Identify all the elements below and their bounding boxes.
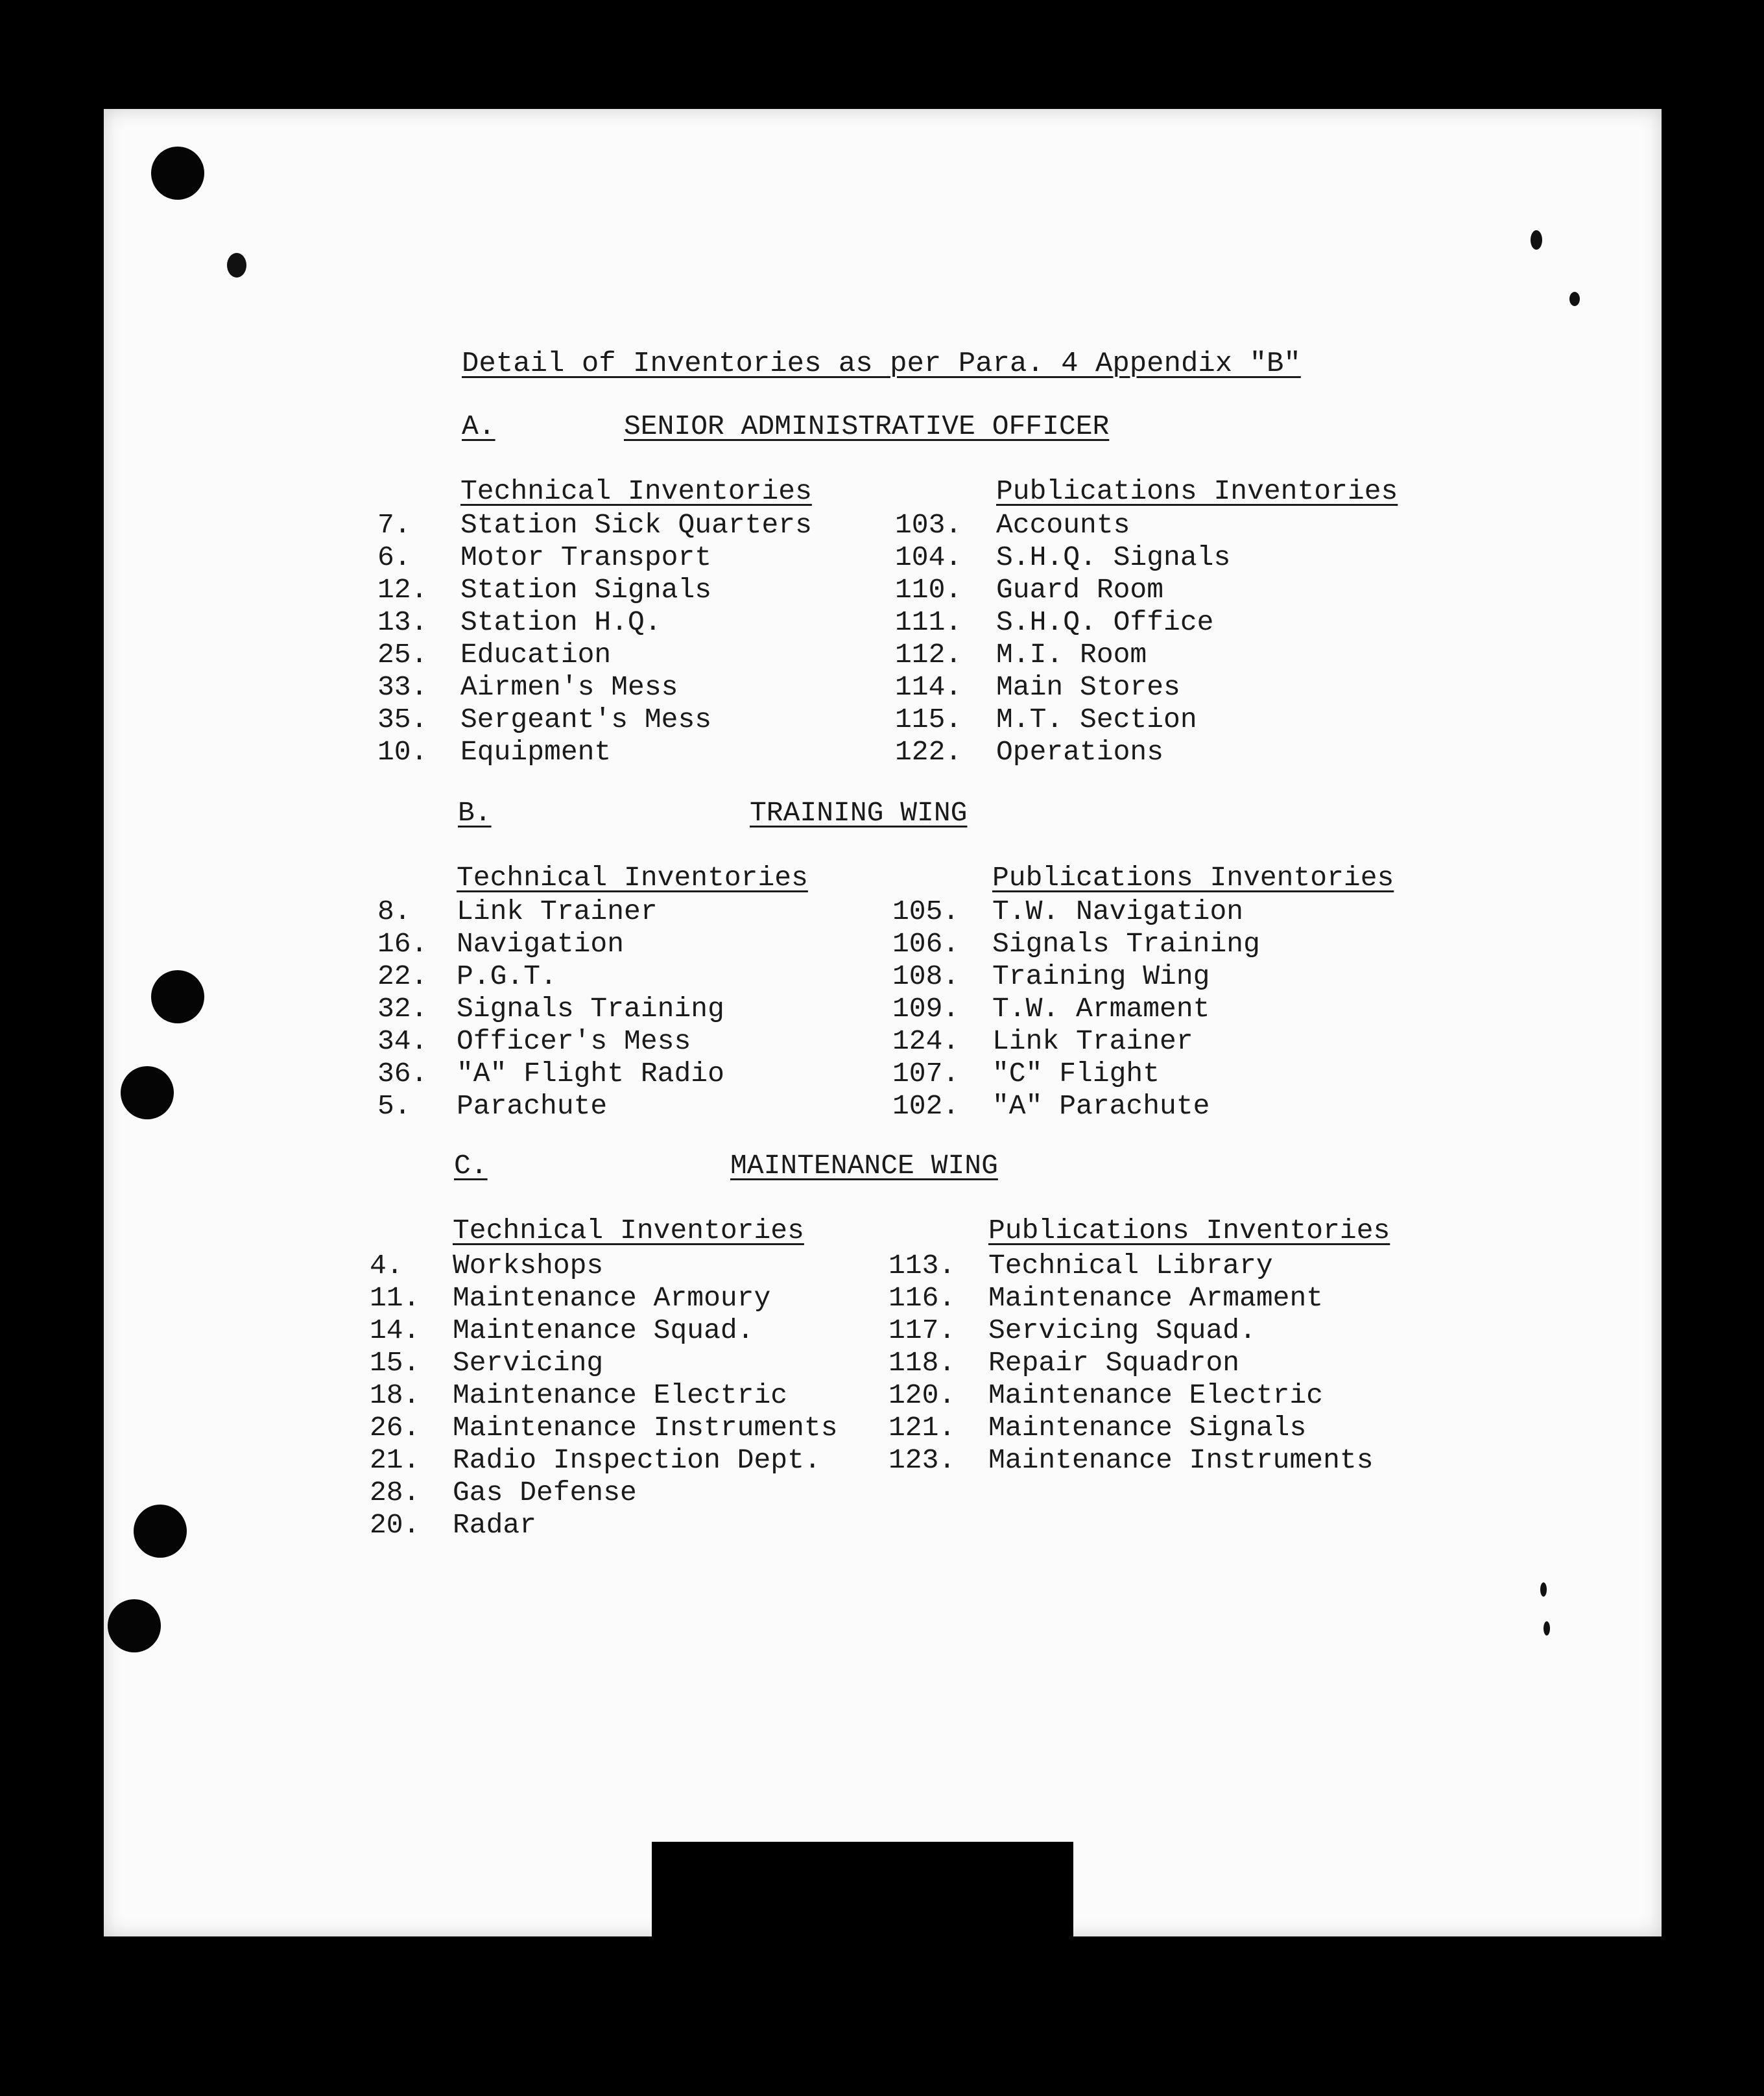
publications-item-number: 102. [892,1090,960,1122]
technical-item-number: 20. [370,1509,420,1541]
publications-item-name: Maintenance Electric [988,1379,1324,1411]
technical-item-name: "A" Flight Radio [457,1058,724,1090]
technical-item-name: Maintenance Electric [453,1379,788,1411]
document-page [104,109,1662,1936]
publications-item-number: 121. [888,1412,956,1444]
technical-item-name: Equipment [460,736,612,768]
publications-item-name: M.I. Room [996,639,1147,671]
publications-item-number: 106. [892,928,960,960]
technical-item-number: 13. [377,606,428,638]
publications-item-number: 120. [888,1379,956,1411]
technical-item-number: 16. [377,928,428,960]
publications-item-number: 124. [892,1025,960,1057]
technical-item-name: Station H.Q. [460,606,662,638]
technical-item-name: Radio Inspection Dept. [453,1444,821,1476]
technical-item-number: 12. [377,574,428,606]
publications-item-number: 123. [888,1444,956,1476]
punch-hole [121,1066,174,1119]
publications-item-name: "C" Flight [992,1058,1160,1090]
punch-hole [151,147,204,200]
technical-item-name: Education [460,639,612,671]
publications-item-name: Repair Squadron [988,1347,1240,1379]
section-heading: TRAINING WING [750,797,968,829]
publications-item-number: 110. [895,574,962,606]
publications-item-name: Servicing Squad. [988,1315,1256,1346]
technical-inventories-header: Technical Inventories [460,475,812,507]
publications-item-name: Training Wing [992,960,1210,992]
publications-item-number: 122. [895,736,962,768]
publications-item-name: M.T. Section [996,704,1197,735]
publications-item-number: 112. [895,639,962,671]
technical-item-number: 21. [370,1444,420,1476]
technical-item-number: 14. [370,1315,420,1346]
technical-item-number: 15. [370,1347,420,1379]
publications-item-number: 118. [888,1347,956,1379]
torn-edge [652,1842,1073,1946]
publications-item-name: Guard Room [996,574,1164,606]
document-title: Detail of Inventories as per Para. 4 Appendix "B" [462,348,1301,380]
technical-item-number: 5. [377,1090,411,1122]
publications-item-number: 109. [892,993,960,1025]
section-heading: SENIOR ADMINISTRATIVE OFFICER [624,411,1110,442]
section-letter: B. [458,797,492,829]
technical-item-name: Link Trainer [457,896,658,927]
technical-item-name: Navigation [457,928,625,960]
publications-item-number: 111. [895,606,962,638]
publications-item-number: 107. [892,1058,960,1090]
section-letter: A. [462,411,495,442]
publications-item-number: 104. [895,542,962,573]
publications-inventories-header: Publications Inventories [992,862,1394,894]
ink-mark [1569,292,1580,306]
technical-item-number: 22. [377,960,428,992]
technical-item-number: 33. [377,671,428,703]
technical-item-name: Sergeant's Mess [460,704,712,735]
technical-item-number: 7. [377,509,411,541]
technical-item-name: Signals Training [457,993,724,1025]
punch-hole [108,1599,161,1652]
publications-item-name: T.W. Navigation [992,896,1244,927]
publications-item-name: Main Stores [996,671,1180,703]
technical-item-number: 4. [370,1250,403,1281]
punch-hole [151,970,204,1023]
technical-item-number: 28. [370,1477,420,1508]
technical-item-name: Maintenance Instruments [453,1412,838,1444]
publications-item-name: Link Trainer [992,1025,1193,1057]
technical-item-name: Maintenance Squad. [453,1315,754,1346]
publications-item-name: Operations [996,736,1164,768]
publications-item-number: 108. [892,960,960,992]
publications-item-number: 117. [888,1315,956,1346]
publications-item-name: Technical Library [988,1250,1273,1281]
publications-item-number: 105. [892,896,960,927]
technical-item-number: 10. [377,736,428,768]
publications-inventories-header: Publications Inventories [988,1215,1390,1246]
publications-item-name: Maintenance Signals [988,1412,1307,1444]
technical-item-name: Station Sick Quarters [460,509,812,541]
technical-item-name: Maintenance Armoury [453,1282,771,1314]
technical-item-number: 6. [377,542,411,573]
publications-item-name: Accounts [996,509,1130,541]
section-letter: C. [454,1150,488,1182]
technical-item-name: Radar [453,1509,537,1541]
technical-item-number: 35. [377,704,428,735]
publications-item-name: Maintenance Instruments [988,1444,1374,1476]
technical-inventories-header: Technical Inventories [457,862,808,894]
technical-inventories-header: Technical Inventories [453,1215,804,1246]
technical-item-name: Gas Defense [453,1477,637,1508]
technical-item-number: 34. [377,1025,428,1057]
technical-item-name: Airmen's Mess [460,671,678,703]
publications-item-number: 114. [895,671,962,703]
publications-item-number: 116. [888,1282,956,1314]
section-heading: MAINTENANCE WING [730,1150,998,1182]
ink-mark [1544,1621,1550,1636]
publications-item-name: Signals Training [992,928,1260,960]
publications-item-name: S.H.Q. Office [996,606,1214,638]
ink-mark [1531,230,1542,250]
technical-item-number: 25. [377,639,428,671]
technical-item-name: Officer's Mess [457,1025,691,1057]
publications-item-number: 103. [895,509,962,541]
technical-item-name: Servicing [453,1347,604,1379]
technical-item-number: 11. [370,1282,420,1314]
technical-item-number: 8. [377,896,411,927]
punch-hole [134,1505,187,1558]
publications-item-name: S.H.Q. Signals [996,542,1231,573]
technical-item-name: Station Signals [460,574,712,606]
publications-item-number: 113. [888,1250,956,1281]
publications-item-name: Maintenance Armament [988,1282,1324,1314]
technical-item-number: 18. [370,1379,420,1411]
technical-item-number: 36. [377,1058,428,1090]
technical-item-name: Motor Transport [460,542,712,573]
publications-item-name: "A" Parachute [992,1090,1210,1122]
ink-mark [227,253,246,278]
publications-item-name: T.W. Armament [992,993,1210,1025]
technical-item-name: Workshops [453,1250,604,1281]
publications-inventories-header: Publications Inventories [996,475,1398,507]
technical-item-name: P.G.T. [457,960,557,992]
technical-item-number: 26. [370,1412,420,1444]
ink-mark [1540,1582,1547,1597]
technical-item-name: Parachute [457,1090,608,1122]
publications-item-number: 115. [895,704,962,735]
technical-item-number: 32. [377,993,428,1025]
